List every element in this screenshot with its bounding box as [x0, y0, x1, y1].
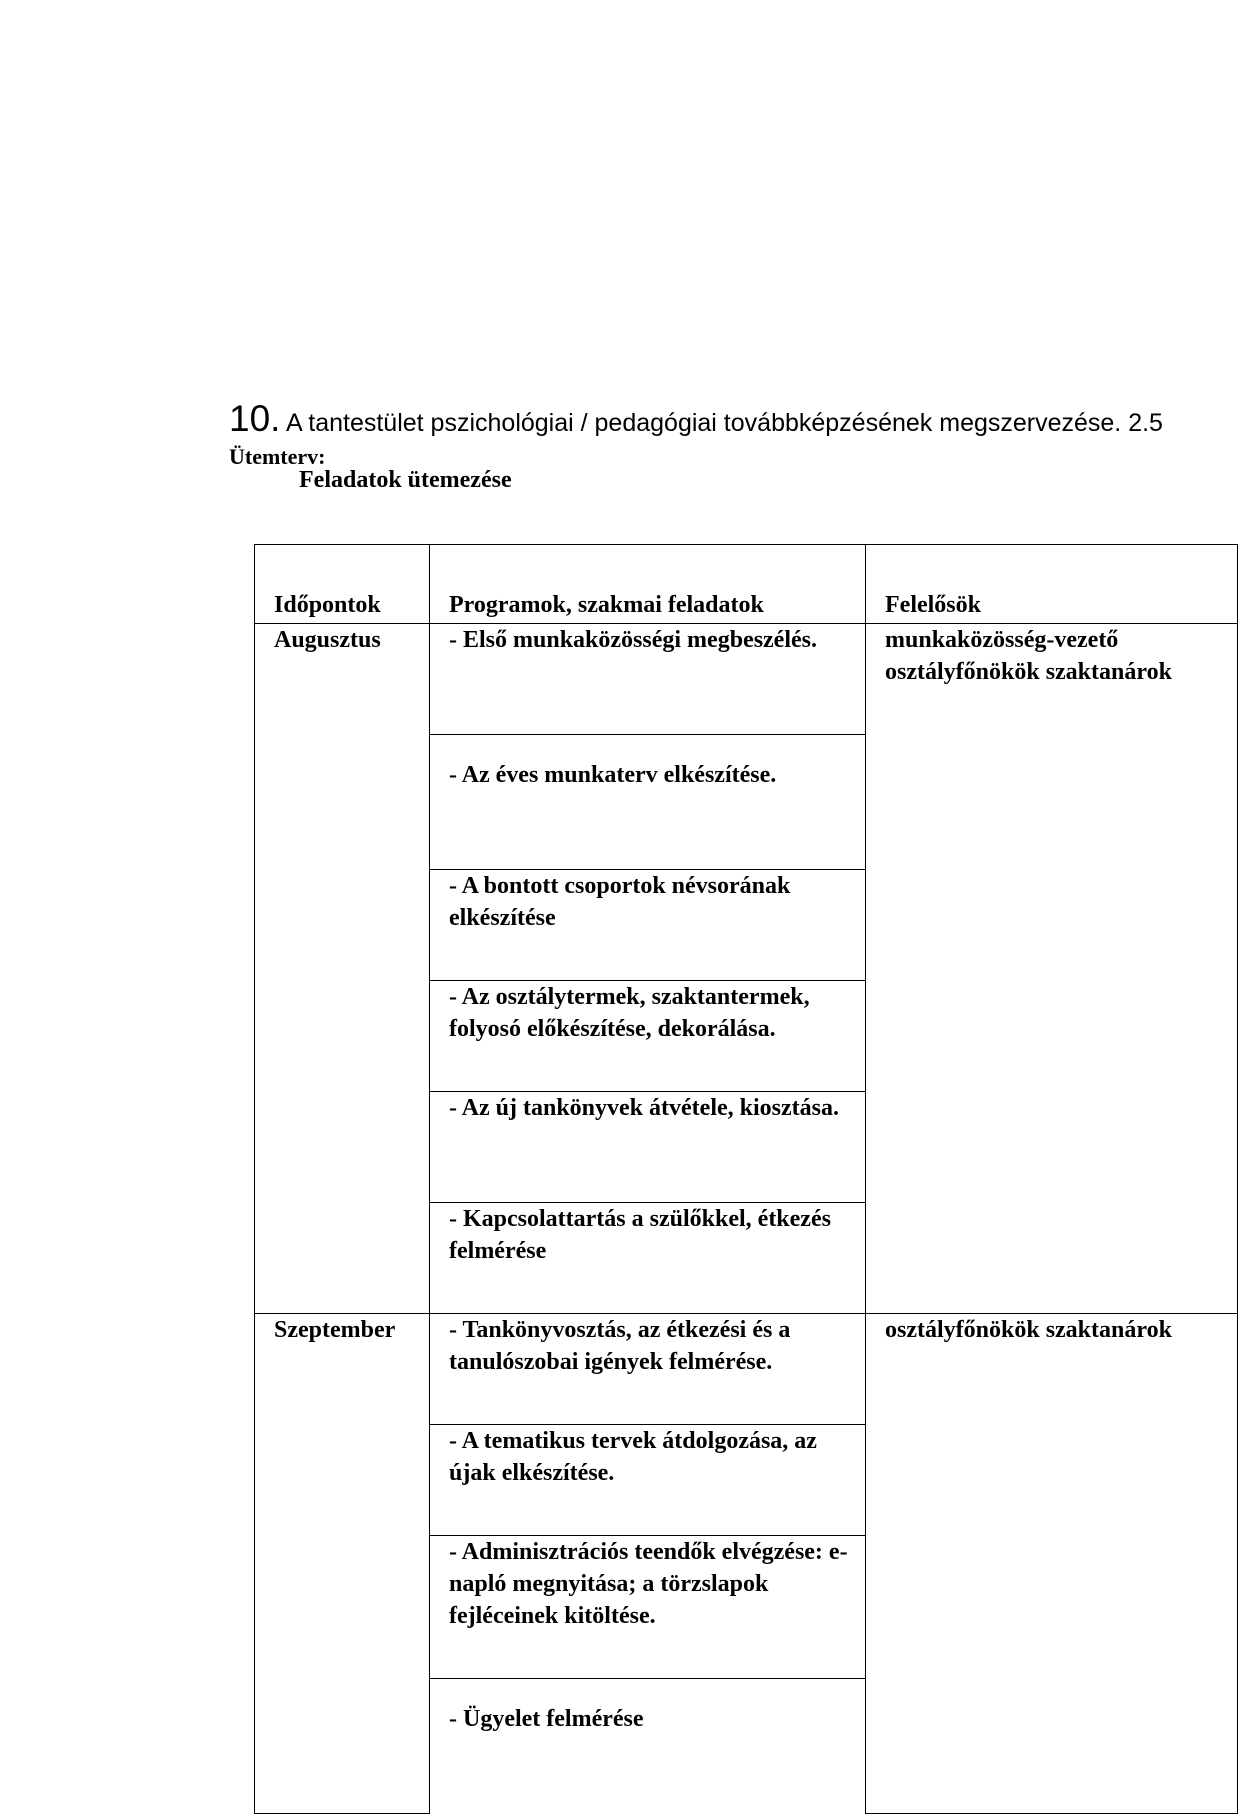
schedule-table: [254, 544, 1238, 1814]
responsible-cell: osztályfőnökök szaktanárok: [866, 1314, 1238, 1814]
task-cell: - Adminisztrációs teendők elvégzése: e-napló megnyitása; a törzslapok fejléceinek kitöltése.: [430, 1536, 866, 1679]
schedule-label: Ütemterv:: [229, 444, 326, 469]
table-header-row: [255, 545, 1238, 624]
responsible-cell: munkaközösség-vezető osztályfőnökök szaktanárok: [866, 624, 1238, 1314]
section-heading: [229, 398, 1163, 439]
task-cell: - A tematikus tervek átdolgozása, az újak elkészítése.: [430, 1425, 866, 1536]
task-cell: - Tankönyvosztás, az étkezési és a tanulószobai igények felmérése.: [430, 1314, 866, 1425]
table-row: [255, 1314, 1238, 1425]
month-cell: Szeptember: [255, 1314, 430, 1814]
header-felelosok: Felelősök: [866, 545, 1238, 624]
table-row: [255, 624, 1238, 735]
section-title: A tantestület pszichológiai / pedagógiai továbbképzésének megszervezése. 2.5: [280, 409, 1163, 437]
task-cell: - Az új tankönyvek átvétele, kiosztása.: [430, 1092, 866, 1203]
task-cell: - A bontott csoportok névsorának elkészítése: [430, 870, 866, 981]
task-cell: - Kapcsolattartás a szülőkkel, étkezés felmérése: [430, 1203, 866, 1314]
task-cell: - Első munkaközösségi megbeszélés.: [430, 624, 866, 735]
task-cell: - Az éves munkaterv elkészítése.: [430, 735, 866, 870]
task-cell: - Az osztálytermek, szaktantermek, folyosó előkészítése, dekorálása.: [430, 981, 866, 1092]
header-programok: Programok, szakmai feladatok: [430, 545, 866, 624]
task-cell: - Ügyelet felmérése: [430, 1679, 866, 1814]
section-number: 10.: [229, 398, 281, 439]
header-idopontok: Időpontok: [255, 545, 430, 624]
schedule-subtitle: Feladatok ütemezése: [299, 467, 512, 493]
month-cell: Augusztus: [255, 624, 430, 1314]
